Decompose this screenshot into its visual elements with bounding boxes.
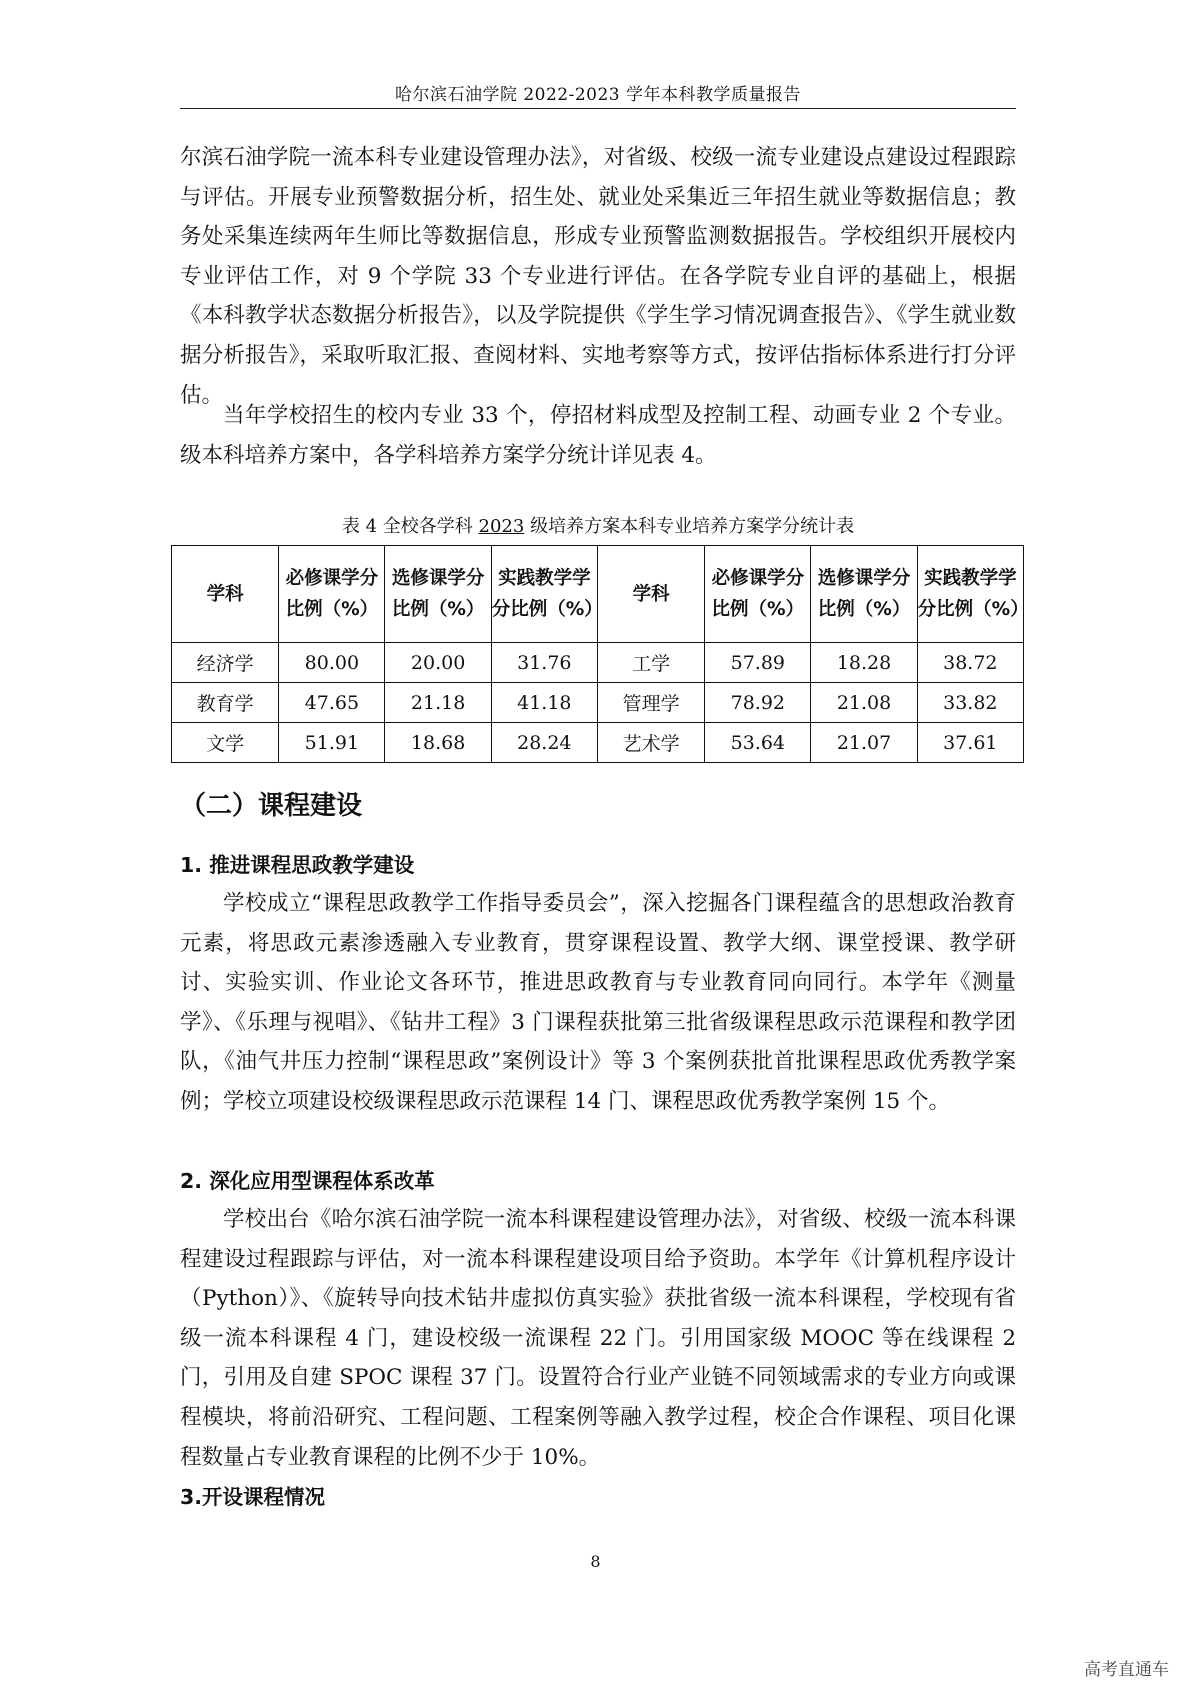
- table-cell: 经济学: [172, 643, 279, 683]
- page-number: 8: [590, 1552, 601, 1571]
- header-practice-ratio: 实践教学学分比例（%）: [491, 546, 597, 643]
- table-cell: 20.00: [385, 643, 491, 683]
- subheading-course-offerings: 3.开设课程情况: [180, 1485, 326, 1509]
- table-cell: 文学: [172, 723, 279, 763]
- table-cell: 31.76: [491, 643, 597, 683]
- table-cell: 37.61: [917, 723, 1023, 763]
- paragraph-applied-curriculum: 学校出台《哈尔滨石油学院一流本科课程建设管理办法》，对省级、校级一流本科课程建设过程跟踪与评估，对一流本科课程建设项目给予资助。本学年《计算机程序设计（Python）》、《旋转导向技术钻井虚拟仿真实验》获批省级一流本科课程，学校现有省级一流本科课程 4 门，建设校级一流课程 22 门。引用国家级 MOOC 等在线课程 2 门，引用及自建 SPOC 课程 37 门。设置符合行业产业链不同领域需求的专业方向或课程模块，将前沿研究、工程问题、工程案例等融入教学过程，校企合作课程、项目化课程数量占专业教育课程的比例不少于 10%。: [180, 1207, 1016, 1470]
- header-practice-ratio: 实践教学学分比例（%）: [917, 546, 1023, 643]
- table-cell: 管理学: [597, 683, 704, 723]
- table-cell: 51.91: [279, 723, 385, 763]
- table-cell: 28.24: [491, 723, 597, 763]
- header-subject: 学科: [597, 546, 704, 643]
- table-cell: 教育学: [172, 683, 279, 723]
- table-cell: 艺术学: [597, 723, 704, 763]
- table-cell: 78.92: [705, 683, 811, 723]
- table-cell: 21.08: [811, 683, 917, 723]
- caption-suffix: 级培养方案本科专业培养方案学分统计表: [524, 516, 855, 537]
- table-cell: 工学: [597, 643, 704, 683]
- table-cell: 47.65: [279, 683, 385, 723]
- subheading-applied-curriculum: 2. 深化应用型课程体系改革: [180, 1169, 435, 1193]
- paragraph-enrollment: 当年学校招生的校内专业 33 个，停招材料成型及控制工程、动画专业 2 个专业。级本科培养方案中，各学科培养方案学分统计详见表 4。: [180, 403, 1016, 468]
- header-elective-ratio: 选修课学分比例（%）: [385, 546, 491, 643]
- table-row: [172, 723, 1024, 763]
- header-required-ratio: 必修课学分比例（%）: [705, 546, 811, 643]
- table-cell: 21.07: [811, 723, 917, 763]
- table-cell: 33.82: [917, 683, 1023, 723]
- table-cell: 53.64: [705, 723, 811, 763]
- table-cell: 18.68: [385, 723, 491, 763]
- table-cell: 21.18: [385, 683, 491, 723]
- table-cell: 80.00: [279, 643, 385, 683]
- header-elective-ratio: 选修课学分比例（%）: [811, 546, 917, 643]
- section-heading-course-construction: （二）课程建设: [180, 791, 363, 821]
- header-divider: [180, 108, 1016, 109]
- header-required-ratio: 必修课学分比例（%）: [279, 546, 385, 643]
- caption-prefix: 表 4 全校各学科: [341, 516, 479, 537]
- page-header: 哈尔滨石油学院 2022-2023 学年本科教学质量报告: [394, 85, 802, 105]
- credit-statistics-table: [171, 545, 1029, 763]
- subheading-ideological-courses: 1. 推进课程思政教学建设: [180, 853, 415, 877]
- caption-year: 2023: [478, 516, 525, 537]
- table-header-row: [172, 546, 1024, 643]
- watermark-text: 高考直通车: [1084, 1660, 1169, 1680]
- table-cell: 38.72: [917, 643, 1023, 683]
- table-row: [172, 683, 1024, 723]
- table-cell: 57.89: [705, 643, 811, 683]
- table-cell: 18.28: [811, 643, 917, 683]
- header-subject: 学科: [172, 546, 279, 643]
- table-caption: [180, 512, 1016, 538]
- table-row: [172, 643, 1024, 683]
- table-cell: 41.18: [491, 683, 597, 723]
- paragraph-ideological-courses: 学校成立“课程思政教学工作指导委员会”，深入挖掘各门课程蕴含的思想政治教育元素，将思政元素渗透融入专业教育，贯穿课程设置、教学大纲、课堂授课、教学研讨、实验实训、作业论文各环节，推进思政教育与专业教育同向同行。本学年《测量学》、《乐理与视唱》、《钻井工程》3 门课程获批第三批省级课程思政示范课程和教学团队，《油气井压力控制“课程思政”案例设计》等 3 个案例获批首批课程思政优秀教学案例；学校立项建设校级课程思政示范课程 14 门、课程思政优秀教学案例 15 个。: [180, 891, 1016, 1114]
- paragraph-major-evaluation: 尔滨石油学院一流本科专业建设管理办法》，对省级、校级一流专业建设点建设过程跟踪与评估。开展专业预警数据分析，招生处、就业处采集近三年招生就业等数据信息；教务处采集连续两年生师比等数据信息，形成专业预警监测数据报告。学校组织开展校内专业评估工作，对 9 个学院 33 个专业进行评估。在各学院专业自评的基础上，根据《本科教学状态数据分析报告》，以及学院提供《学生学习情况调查报告》、《学生就业数据分析报告》，采取听取汇报、查阅材料、实地考察等方式，按评估指标体系进行打分评估。: [180, 145, 1016, 408]
